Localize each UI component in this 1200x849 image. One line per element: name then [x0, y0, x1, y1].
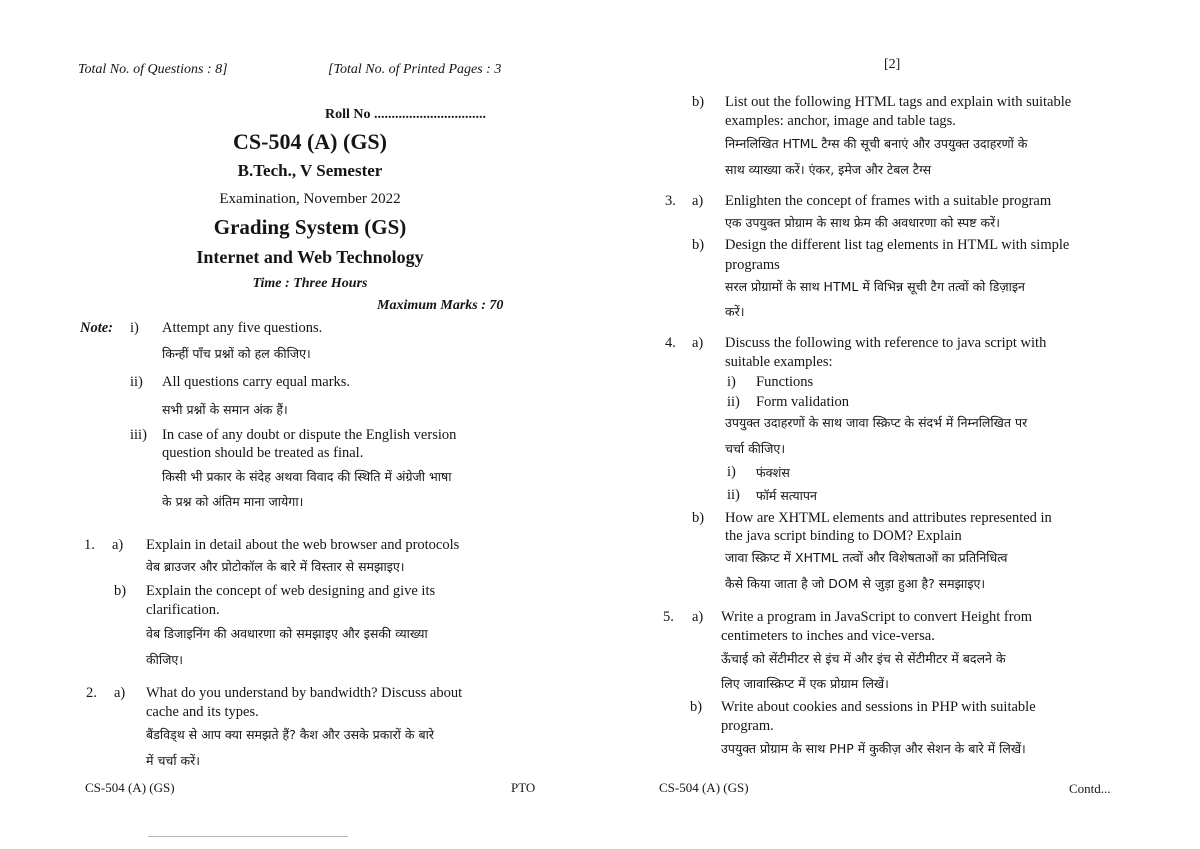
q4b-label: b) — [692, 510, 705, 526]
q1b-label: b) — [114, 583, 127, 599]
left-footer-code: CS-504 (A) (GS) — [85, 780, 175, 795]
q1a-label: a) — [112, 537, 124, 553]
q5a-label: a) — [692, 609, 704, 625]
q5-number: 5. — [663, 609, 674, 625]
q3b-hindi-line1: सरल प्रोग्रामों के साथ HTML में विभिन्न सूची टैग तत्वों को डिज़ाइन — [725, 279, 1025, 294]
note-label: Note: — [80, 320, 114, 336]
note-ii-number: ii) — [130, 374, 143, 390]
time-allowed: Time : Three Hours — [252, 276, 368, 291]
q2b-hindi-line2: साथ व्याख्या करें। एंकर, इमेज और टेबल टैग्स — [725, 162, 932, 177]
q4b-hindi-line1: जावा स्क्रिप्ट में XHTML तत्वों और विशेषताओं का प्रतिनिधित्व — [725, 550, 1008, 565]
q3a-hindi: एक उपयुक्त प्रोग्राम के साथ फ्रेम की अवधारणा को स्पष्ट करें। — [725, 215, 1000, 230]
page-number: [2] — [884, 57, 901, 72]
q1a-hindi: वेब ब्राउजर और प्रोटोकॉल के बारे में विस्तार से समझाइए। — [146, 559, 405, 574]
right-footer-contd: Contd... — [1069, 781, 1111, 796]
q1a-text: Explain in detail about the web browser and protocols — [146, 537, 460, 553]
q2a-text-line1: What do you understand by bandwidth? Discuss about — [146, 685, 463, 701]
q4-number: 4. — [665, 335, 676, 351]
q4b-text-line2: the java script binding to DOM? Explain — [725, 528, 962, 544]
q2b-hindi-line1: निम्नलिखित HTML टैग्स की सूची बनाएं और उपयुक्त उदाहरणों के — [725, 136, 1028, 151]
q4a-text-line2: suitable examples: — [725, 354, 833, 370]
q1b-text-line2: clarification. — [146, 602, 220, 618]
q4a-item-i: Functions — [756, 374, 814, 390]
note-ii-text: All questions carry equal marks. — [162, 374, 351, 390]
q2b-text-line2: examples: anchor, image and table tags. — [725, 113, 956, 129]
note-ii-hindi: सभी प्रश्नों के समान अंक हैं। — [162, 402, 288, 417]
q2b-text-line1: List out the following HTML tags and explain with suitable — [725, 94, 1072, 110]
q4a-hindi-line2: चर्चा कीजिए। — [725, 441, 786, 456]
q1b-hindi-line1: वेब डिजाइनिंग की अवधारणा को समझाइए और इसकी व्याख्या — [146, 626, 428, 641]
q4a-text-line1: Discuss the following with reference to java script with — [725, 335, 1047, 351]
note-iii-text-line1: In case of any doubt or dispute the English version — [162, 427, 457, 443]
program: B.Tech., V Semester — [237, 161, 383, 180]
q4a-hindi-item-i: फंक्शंस — [756, 465, 790, 480]
q2a-text-line2: cache and its types. — [146, 704, 259, 720]
q4a-hindi-item-i-number: i) — [727, 464, 736, 480]
q3a-label: a) — [692, 193, 704, 209]
left-footer-pto: PTO — [511, 780, 536, 795]
q1-number: 1. — [84, 537, 95, 553]
q2b-label: b) — [692, 94, 705, 110]
q5b-label: b) — [690, 699, 703, 715]
q3-number: 3. — [665, 193, 676, 209]
q3b-text-line2: programs — [725, 257, 780, 273]
q4a-item-ii: Form validation — [756, 394, 850, 410]
note-i-hindi: किन्हीं पाँच प्रश्नों को हल कीजिए। — [162, 346, 311, 361]
note-iii-hindi-line2: के प्रश्न को अंतिम माना जायेगा। — [162, 494, 304, 509]
total-printed-pages: [Total No. of Printed Pages : 3 — [328, 62, 502, 77]
q2a-hindi-line2: में चर्चा करें। — [146, 753, 200, 768]
paper-code: CS-504 (A) (GS) — [233, 129, 387, 154]
q4a-label: a) — [692, 335, 704, 351]
q4a-hindi-line1: उपयुक्त उदाहरणों के साथ जावा स्क्रिप्ट के संदर्भ में निम्नलिखित पर — [725, 415, 1028, 430]
q2a-label: a) — [114, 685, 126, 701]
q4a-hindi-item-ii: फॉर्म सत्यापन — [756, 488, 817, 503]
q4a-hindi-item-ii-number: ii) — [727, 487, 740, 503]
q5b-text-line1: Write about cookies and sessions in PHP with suitable — [721, 699, 1036, 715]
q5a-hindi-line2: लिए जावास्क्रिप्ट में एक प्रोग्राम लिखें। — [721, 676, 889, 691]
q5b-hindi: उपयुक्त प्रोग्राम के साथ PHP में कुकीज़ और सेशन के बारे में लिखें। — [721, 741, 1026, 756]
q3b-text-line1: Design the different list tag elements in HTML with simple — [725, 237, 1070, 253]
right-footer-code: CS-504 (A) (GS) — [659, 780, 749, 795]
maximum-marks: Maximum Marks : 70 — [377, 298, 504, 313]
q3a-text: Enlighten the concept of frames with a suitable program — [725, 193, 1052, 209]
q5a-text-line1: Write a program in JavaScript to convert Height from — [721, 609, 1033, 625]
roll-number: Roll No ................................ — [325, 107, 486, 122]
q1b-hindi-line2: कीजिए। — [146, 652, 184, 667]
q4a-item-ii-number: ii) — [727, 394, 740, 410]
q5b-text-line2: program. — [721, 718, 774, 734]
q3b-hindi-line2: करें। — [725, 304, 745, 319]
note-iii-hindi-line1: किसी भी प्रकार के संदेह अथवा विवाद की स्थिति में अंग्रेजी भाषा — [162, 469, 452, 484]
q2-number: 2. — [86, 685, 97, 701]
note-iii-text-line2: question should be treated as final. — [162, 445, 364, 461]
q4b-hindi-line2: कैसे किया जाता है जो DOM से जुड़ा हुआ है? समझाइए। — [725, 576, 986, 591]
q3b-label: b) — [692, 237, 705, 253]
exam-session: Examination, November 2022 — [219, 191, 401, 207]
note-iii-number: iii) — [130, 427, 147, 443]
q1b-text-line1: Explain the concept of web designing and give its — [146, 583, 436, 599]
grading-system: Grading System (GS) — [213, 215, 407, 239]
left-bottom-rule — [148, 836, 348, 837]
note-i-number: i) — [130, 320, 139, 336]
q4a-item-i-number: i) — [727, 374, 736, 390]
subject-title: Internet and Web Technology — [196, 247, 424, 267]
q4b-text-line1: How are XHTML elements and attributes represented in — [725, 510, 1052, 526]
q2a-hindi-line1: बैंडविड्थ से आप क्या समझते हैं? कैश और उसके प्रकारों के बारे — [146, 727, 434, 742]
q5a-text-line2: centimeters to inches and vice-versa. — [721, 628, 935, 644]
note-i-text: Attempt any five questions. — [162, 320, 323, 336]
q5a-hindi-line1: ऊँचाई को सेंटीमीटर से इंच में और इंच से सेंटीमीटर में बदलने के — [721, 651, 1006, 666]
total-questions: Total No. of Questions : 8] — [78, 62, 228, 77]
